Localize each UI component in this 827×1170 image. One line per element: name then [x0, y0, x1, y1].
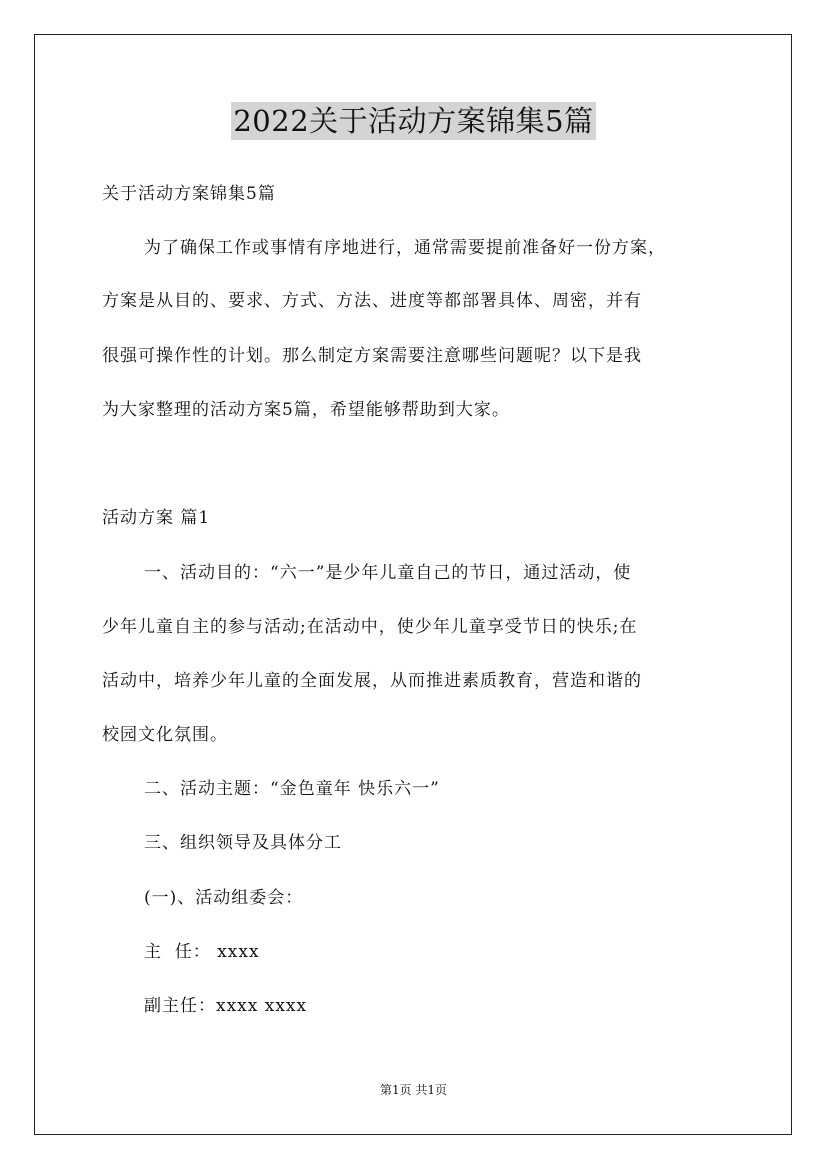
- purpose-line-2: 少年儿童自主的参与活动;在活动中，使少年儿童享受节日的快乐;在: [102, 617, 638, 637]
- intro-line-1: 为了确保工作或事情有序地进行，通常需要提前准备好一份方案，: [144, 238, 666, 258]
- intro-line-2: 方案是从目的、要求、方式、方法、进度等都部署具体、周密，并有: [102, 291, 642, 311]
- purpose-line-4: 校园文化氛围。: [102, 725, 228, 745]
- intro-line-3: 很强可操作性的计划。那么制定方案需要注意哪些问题呢？以下是我: [102, 346, 642, 366]
- director-line: 主 任： xxxx: [144, 942, 260, 962]
- document-title: 2022关于活动方案锦集5篇: [233, 104, 594, 138]
- section-heading: 活动方案 篇1: [102, 508, 211, 528]
- title-container: [0, 102, 827, 140]
- purpose-line-3: 活动中，培养少年儿童的全面发展，从而推进素质教育，营造和谐的: [102, 671, 642, 691]
- theme-line: 二、活动主题：“金色童年 快乐六一”: [144, 779, 440, 799]
- document-subtitle: 关于活动方案锦集5篇: [102, 184, 276, 204]
- intro-line-4: 为大家整理的活动方案5篇，希望能够帮助到大家。: [102, 400, 510, 420]
- page-footer: 第1页 共1页: [379, 1083, 448, 1097]
- purpose-line-1: 一、活动目的：“六一”是少年儿童自己的节日，通过活动，使: [144, 563, 632, 583]
- vice-director-line: 副主任：xxxx xxxx: [144, 996, 308, 1016]
- committee-line: (一)、活动组委会：: [144, 888, 304, 908]
- organization-line: 三、组织领导及具体分工: [144, 833, 342, 853]
